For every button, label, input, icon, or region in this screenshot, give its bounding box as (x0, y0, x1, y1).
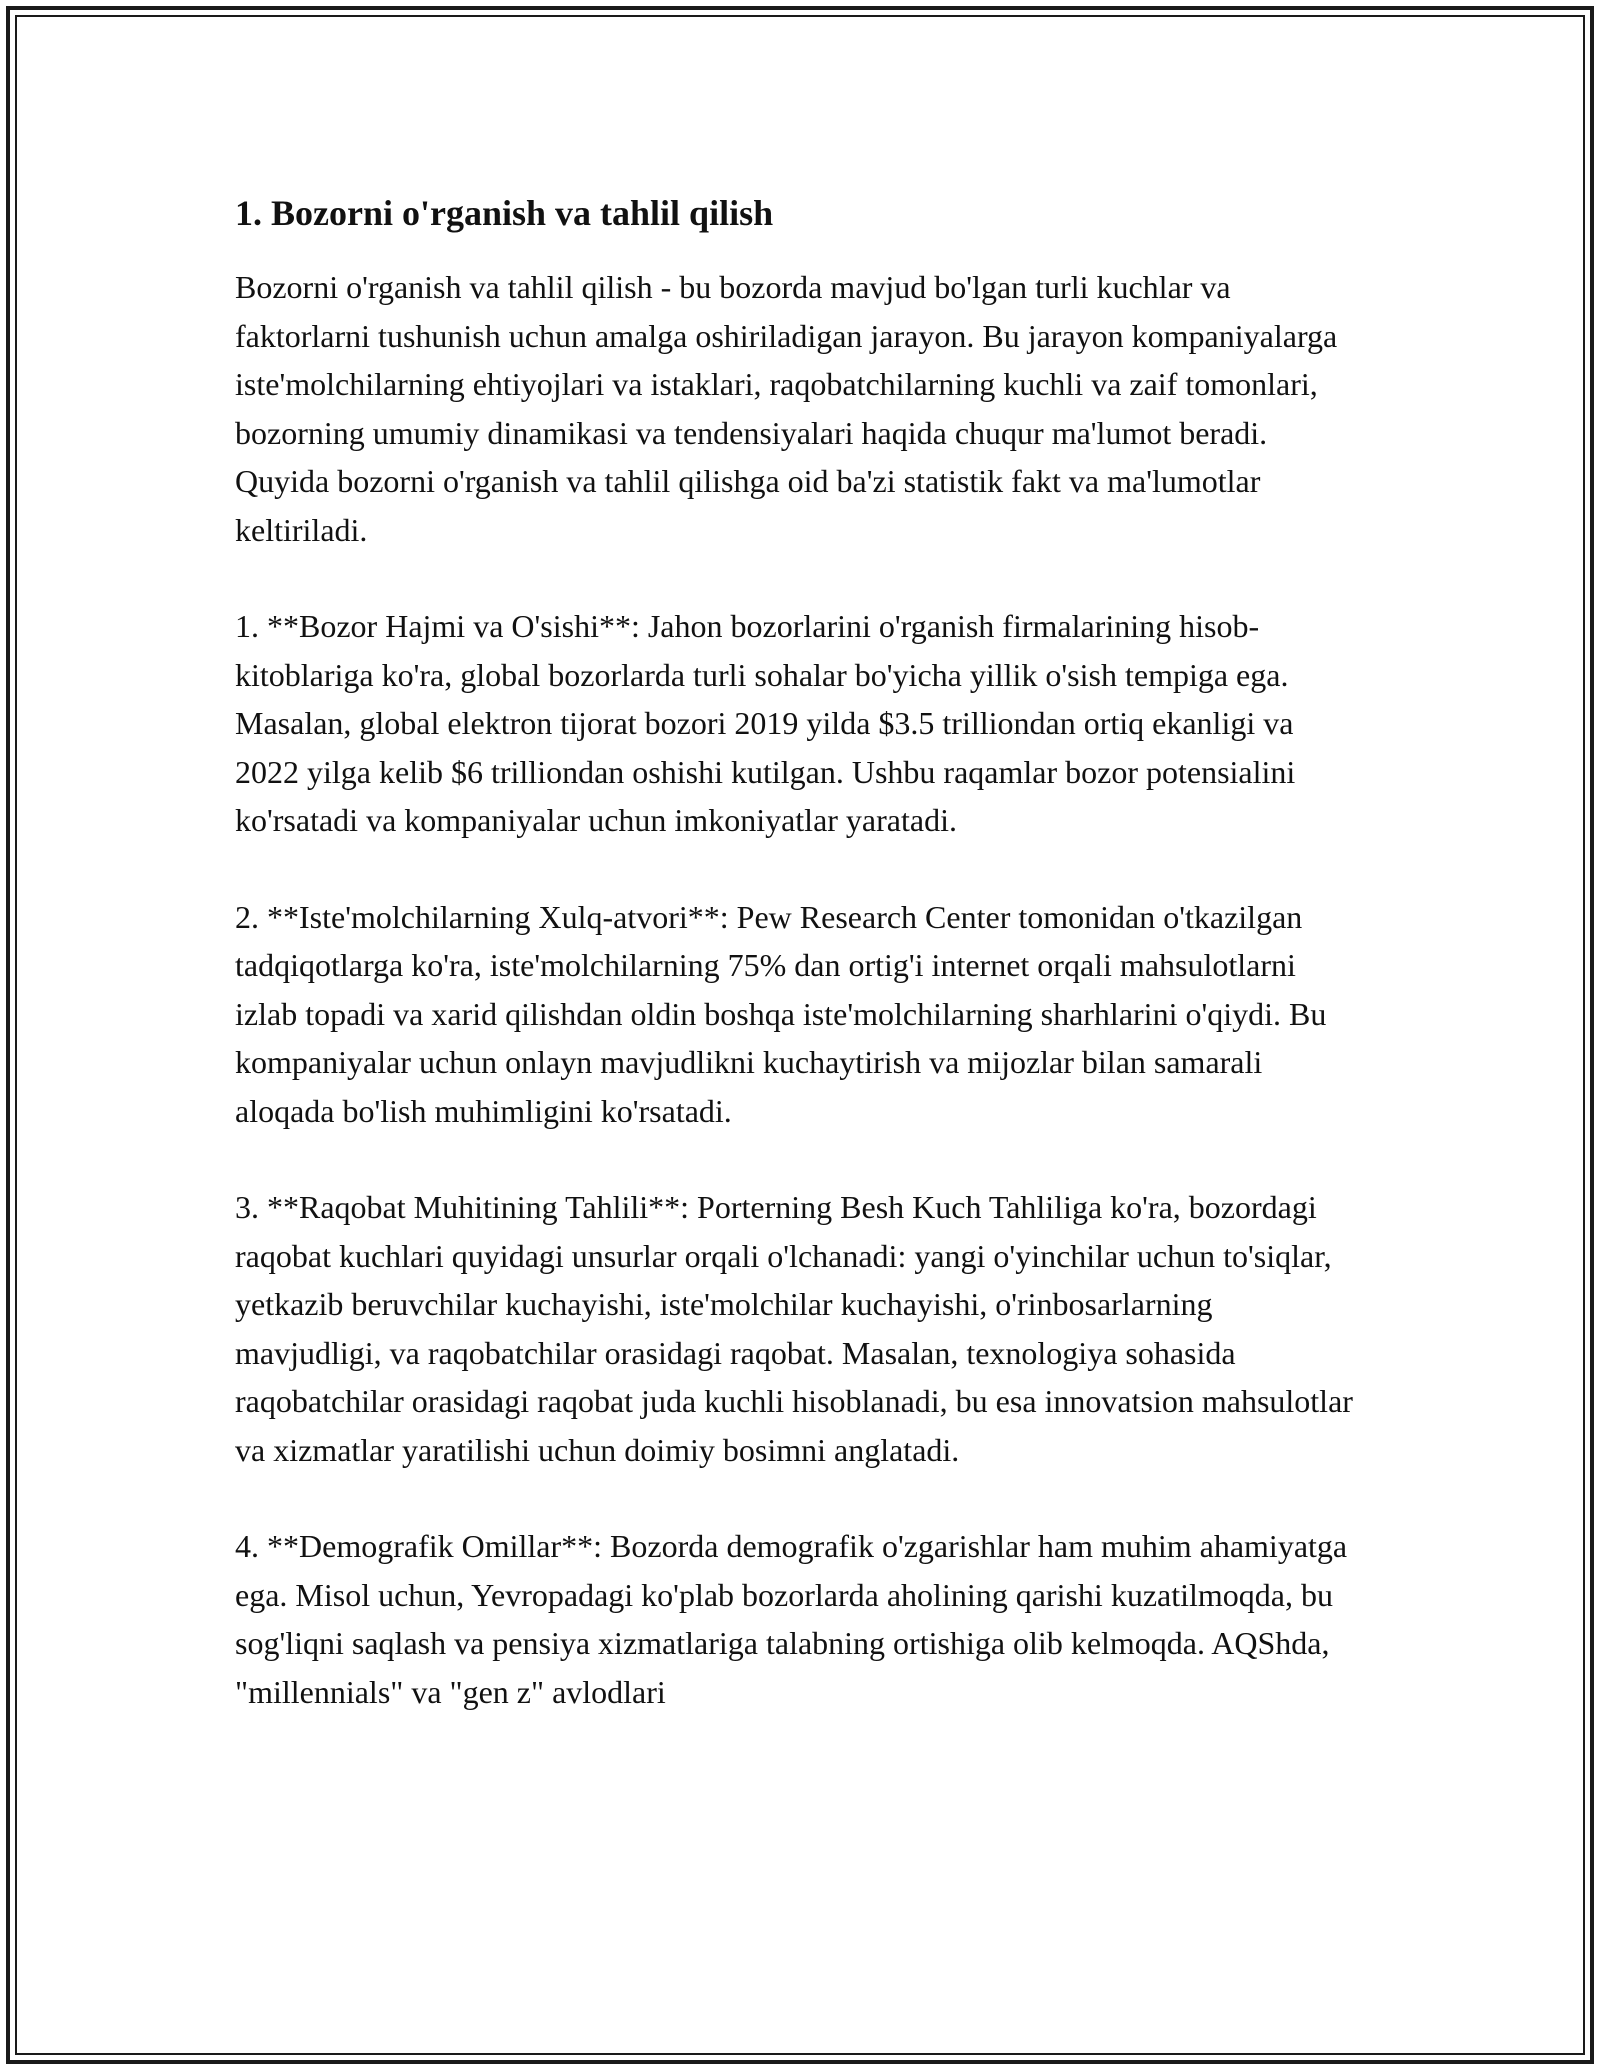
paragraph-consumer-behavior: 2. **Iste'molchilarning Xulq-atvori**: Pew Research Center tomonidan o'tkazilgan tadqiqotlarga ko'ra, iste'molchilarning 75% dan ortig'i internet orqali mahsulotlarni izlab topadi va xarid qilishdan oldin boshqa iste'molchilarning sharhlarini o'qiydi. Bu kompaniyalar uchun onlayn mavjudlikni kuchaytirish va mijozlar bilan samarali aloqada bo'lish muhimligini ko'rsatadi. (235, 898, 1327, 1129)
paragraph-market-size: 1. **Bozor Hajmi va O'sishi**: Jahon bozorlarini o'rganish firmalarining hisob-kitoblariga ko'ra, global bozorlarda turli sohalar bo'yicha yillik o'sish tempiga ega. Masalan, global elektron tijorat bozori 2019 yilda $3.5 trilliondan ortiq ekanligi va 2022 yilga kelib $6 trilliondan oshishi kutilgan. Ushbu raqamlar bozor potensialini ko'rsatadi va kompaniyalar uchun imkoniyatlar yaratadi. (235, 608, 1296, 838)
paragraph-demographic-factors: 4. **Demografik Omillar**: Bozorda demografik o'zgarishlar ham muhim ahamiyatga ega. Misol uchun, Yevropadagi ko'plab bozorlarda aholining qarishi kuzatilmoqda, bu sog'liqni saqlash va pensiya xizmatlariga talabning ortishiga olib kelmoqda. AQShda, "millennials" va "gen z" avlodlari (235, 1528, 1348, 1710)
intro-paragraph: Bozorni o'rganish va tahlil qilish - bu bozorda mavjud bo'lgan turli kuchlar va faktorlarni tushunish uchun amalga oshiriladigan jarayon. Bu jarayon kompaniyalarga iste'molchilarning ehtiyojlari va istaklari, raqobatchilarning kuchli va zaif tomonlari, bozorning umumiy dinamikasi va tendensiyalari haqida chuqur ma'lumot beradi. Quyida bozorni o'rganish va tahlil qilishga oid ba'zi statistik fakt va ma'lumotlar keltiriladi. (235, 269, 1338, 548)
paragraph-competition-analysis: 3. **Raqobat Muhitining Tahlili**: Porterning Besh Kuch Tahliliga ko'ra, bozordagi raqobat kuchlari quyidagi unsurlar orqali o'lchanadi: yangi o'yinchilar uchun to'siqlar, yetkazib beruvchilar kuchayishi, iste'molchilar kuchayishi, o'rinbosarlarning mavjudligi, va raqobatchilar orasidagi raqobat. Masalan, texnologiya sohasida raqobatchilar orasidagi raqobat juda kuchli hisoblanadi, bu esa innovatsion mahsulotlar va xizmatlar yaratilishi uchun doimiy bosimni anglatadi. (235, 1189, 1353, 1468)
section-heading: 1. Bozorni o'rganish va tahlil qilish (235, 193, 774, 233)
document-body (235, 185, 1365, 1764)
